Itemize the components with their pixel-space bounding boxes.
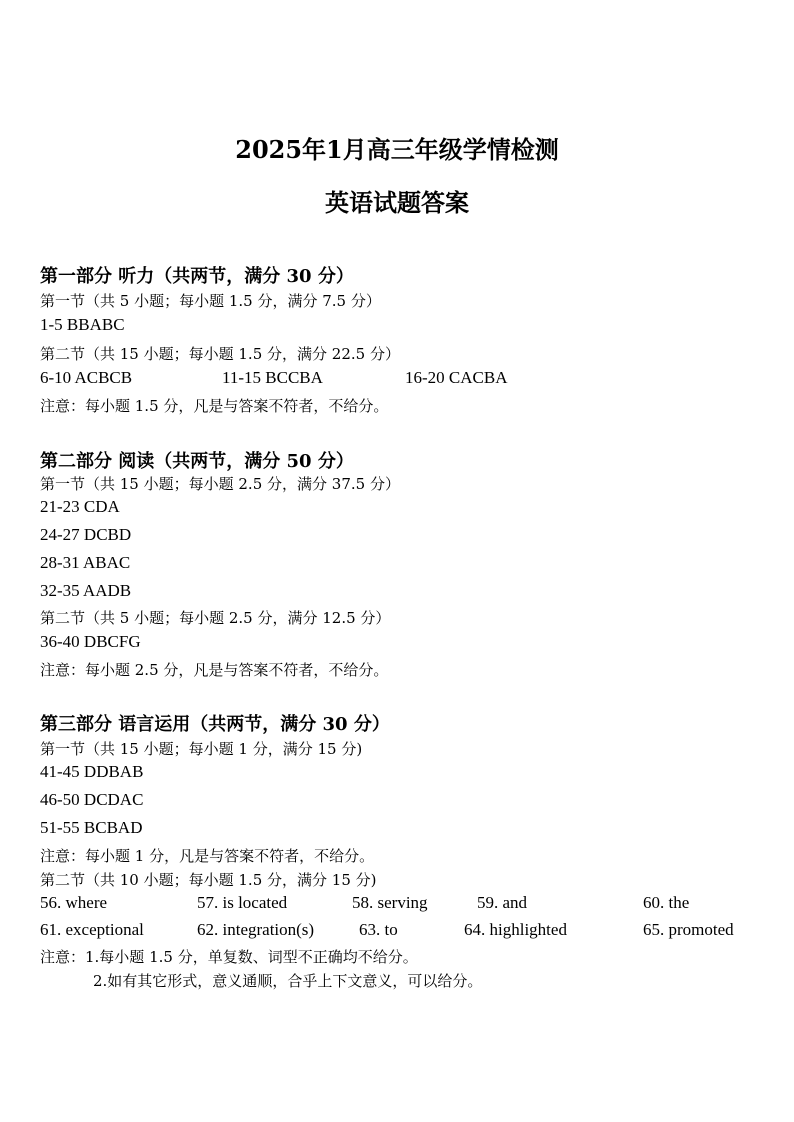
part1-heading: 第一部分 听力（共两节，满分 30 分） [40,266,354,287]
part1-answer-row [40,368,780,392]
answer-61: 61. exceptional [40,920,144,939]
part3-answer-41-45: 41-45 DDBAB [40,762,144,781]
page-title: 2025年1月高三年级学情检测 [235,135,559,164]
part3-section2: 第二节（共 10 小题；每小题 1.5 分，满分 15 分) [40,871,377,889]
part3-note1: 注意：每小题 1 分，凡是与答案不符者，不给分。 [40,847,375,865]
answer-59: 59. and [477,893,528,912]
part3-answer-51-55: 51-55 BCBAD [40,818,143,837]
part2-note: 注意：每小题 2.5 分，凡是与答案不符者，不给分。 [40,661,389,679]
page-subtitle: 英语试题答案 [325,188,469,217]
part3-fill-row-2 [40,920,780,944]
part2-answer-28-31: 28-31 ABAC [40,553,131,572]
part3-note2: 注意：1.每小题 1.5 分，单复数、词型不正确均不给分。 [40,948,418,966]
answer-57: 57. is located [197,893,288,912]
part3-answer-46-50: 46-50 DCDAC [40,790,144,809]
answer-63: 63. to [359,920,398,939]
part2-answer-21-23: 21-23 CDA [40,497,120,516]
answer-16-20: 16-20 CACBA [405,368,508,387]
answer-64: 64. highlighted [464,920,567,939]
part1-section1: 第一节（共 5 小题；每小题 1.5 分，满分 7.5 分） [40,292,381,310]
part3-section1: 第一节（共 15 小题；每小题 1 分，满分 15 分) [40,740,363,758]
part2-answer-36-40: 36-40 DBCFG [40,632,141,651]
part3-fill-row-1 [40,893,780,917]
answer-56: 56. where [40,893,108,912]
part2-answer-32-35: 32-35 AADB [40,581,132,600]
part2-section1: 第一节（共 15 小题；每小题 2.5 分，满分 37.5 分） [40,475,400,493]
answer-65: 65. promoted [643,920,734,939]
part1-note: 注意：每小题 1.5 分，凡是与答案不符者，不给分。 [40,397,389,415]
answer-60: 60. the [643,893,690,912]
part2-section2: 第二节（共 5 小题；每小题 2.5 分，满分 12.5 分） [40,609,391,627]
part1-section2: 第二节（共 15 小题；每小题 1.5 分，满分 22.5 分） [40,345,400,363]
part3-note3: 2.如有其它形式，意义通顺，合乎上下文意义，可以给分。 [93,972,483,990]
answer-6-10: 6-10 ACBCB [40,368,133,387]
part1-answer-1-5: 1-5 BBABC [40,315,125,334]
answer-58: 58. serving [352,893,428,912]
part3-heading: 第三部分 语言运用（共两节，满分 30 分） [40,714,390,735]
part2-answer-24-27: 24-27 DCBD [40,525,132,544]
answer-11-15: 11-15 BCCBA [222,368,323,387]
answer-62: 62. integration(s) [197,920,315,939]
part2-heading: 第二部分 阅读（共两节，满分 50 分） [40,451,354,472]
